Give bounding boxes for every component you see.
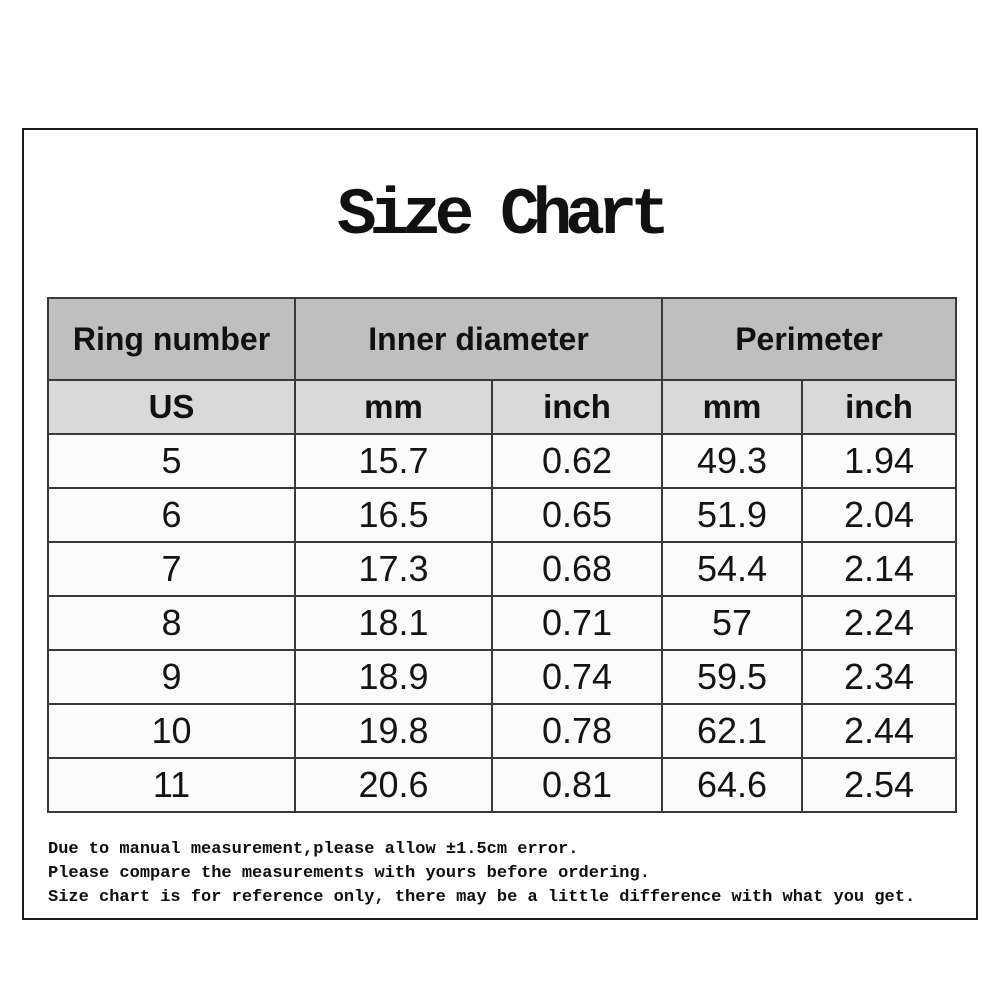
table-cell: 64.6: [662, 758, 802, 812]
table-cell: 18.9: [295, 650, 492, 704]
table-row: [48, 650, 956, 704]
table-cell: 57: [662, 596, 802, 650]
size-table-body: [48, 434, 956, 812]
table-cell: 2.04: [802, 488, 956, 542]
group-header-row: [48, 298, 956, 380]
table-cell: 7: [48, 542, 295, 596]
table-cell: 0.62: [492, 434, 662, 488]
table-cell: 20.6: [295, 758, 492, 812]
table-cell: 2.54: [802, 758, 956, 812]
unit-header-cell: inch: [802, 380, 956, 434]
table-cell: 1.94: [802, 434, 956, 488]
table-cell: 59.5: [662, 650, 802, 704]
table-cell: 54.4: [662, 542, 802, 596]
table-cell: 9: [48, 650, 295, 704]
unit-header-row: [48, 380, 956, 434]
group-header-cell: Inner diameter: [295, 298, 662, 380]
table-cell: 2.24: [802, 596, 956, 650]
table-cell: 0.68: [492, 542, 662, 596]
table-cell: 18.1: [295, 596, 492, 650]
page-title: Size Chart: [336, 178, 664, 253]
note-line: Please compare the measurements with yours before ordering.: [48, 864, 650, 883]
size-chart-card: [22, 128, 978, 920]
table-cell: 2.44: [802, 704, 956, 758]
unit-header-cell: mm: [295, 380, 492, 434]
table-row: [48, 596, 956, 650]
table-row: [48, 758, 956, 812]
table-cell: 62.1: [662, 704, 802, 758]
table-cell: 8: [48, 596, 295, 650]
notes-block: [48, 838, 958, 910]
size-table: [47, 297, 957, 813]
table-row: [48, 488, 956, 542]
table-cell: 10: [48, 704, 295, 758]
table-cell: 19.8: [295, 704, 492, 758]
table-cell: 2.14: [802, 542, 956, 596]
table-cell: 5: [48, 434, 295, 488]
table-cell: 51.9: [662, 488, 802, 542]
note-line: Size chart is for reference only, there may be a little difference with what you get.: [48, 888, 916, 907]
table-cell: 16.5: [295, 488, 492, 542]
table-row: [48, 704, 956, 758]
table-cell: 15.7: [295, 434, 492, 488]
table-cell: 11: [48, 758, 295, 812]
table-cell: 0.71: [492, 596, 662, 650]
unit-header-cell: mm: [662, 380, 802, 434]
unit-header-cell: inch: [492, 380, 662, 434]
group-header-cell: Ring number: [48, 298, 295, 380]
table-cell: 2.34: [802, 650, 956, 704]
table-cell: 0.81: [492, 758, 662, 812]
table-cell: 0.78: [492, 704, 662, 758]
table-cell: 49.3: [662, 434, 802, 488]
table-cell: 17.3: [295, 542, 492, 596]
table-cell: 6: [48, 488, 295, 542]
group-header-cell: Perimeter: [662, 298, 956, 380]
unit-header-cell: US: [48, 380, 295, 434]
note-line: Due to manual measurement,please allow ±1.5cm error.: [48, 840, 579, 859]
table-row: [48, 434, 956, 488]
table-row: [48, 542, 956, 596]
table-cell: 0.65: [492, 488, 662, 542]
table-cell: 0.74: [492, 650, 662, 704]
